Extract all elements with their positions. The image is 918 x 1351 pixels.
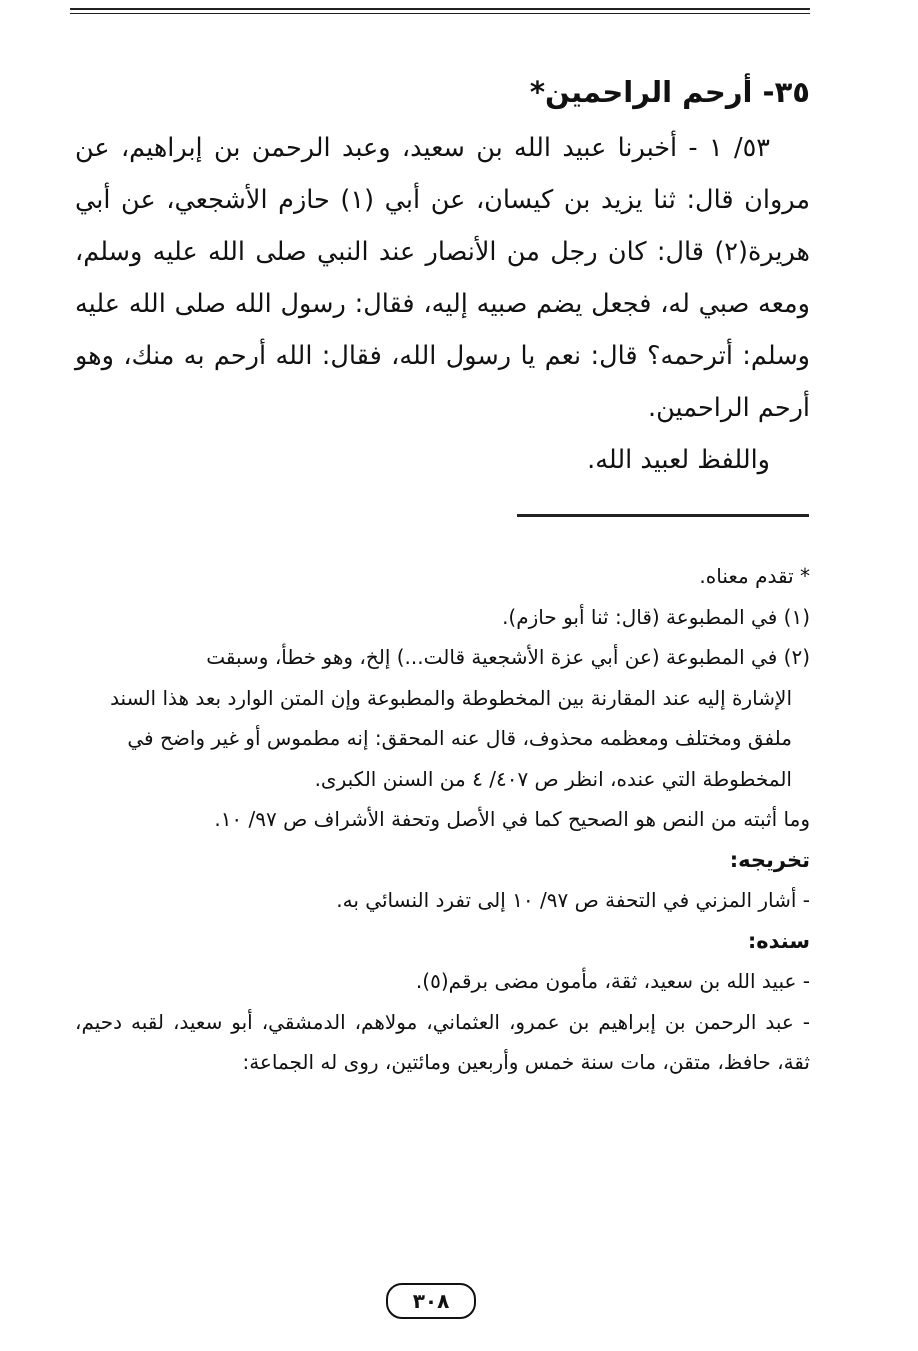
footnote-2-line-2: الإشارة إليه عند المقارنة بين المخطوطة والمطبوعة وإن المتن الوارد بعد هذا السند bbox=[110, 685, 792, 710]
sanad-item-1: - عبيد الله بن سعيد، ثقة، مأمون مضى برقم(٥). bbox=[415, 969, 810, 993]
hadith-paragraph: ٥٣/ ١ - أخبرنا عبيد الله بن سعيد، وعبد الرحمن بن إبراهيم، عن مروان قال: ثنا يزيد بن كيسان، عن أبي (١) حازم الأشجعي، عن أبي هريرة(٢) قال: كان رجل من الأنصار عند النبي صلى الله عليه وسلم، ومعه صبي له، فجعل يضم صبيه إليه، فقال: رسول الله صلى الله عليه وسلم: أترحمه؟ قال: نعم يا رسول الله، فقال: الله أرحم به منك، وهو أرحم الراحمين. bbox=[75, 133, 810, 423]
footnotes bbox=[75, 556, 810, 1083]
takhrij-heading: تخريجه: bbox=[729, 847, 810, 872]
sanad-heading: سنده: bbox=[747, 928, 810, 953]
main-text bbox=[75, 122, 810, 486]
sanad-item-2: - عبد الرحمن بن إبراهيم بن عمرو، العثماني، مولاهم، الدمشقي، أبو سعيد، لقبه دحيم، ثقة، حافظ، متقن، مات سنة خمس وأربعين ومائتين، روى له الجماعة: bbox=[75, 1009, 810, 1074]
footnote-2-line-3: ملفق ومختلف ومعظمه محذوف، قال عنه المحقق: إنه مطموس أو غير واضح في bbox=[127, 726, 792, 750]
footnote-2-line-1: (٢) في المطبوعة (عن أبي عزة الأشجعية قالت...) إلخ، وهو خطأ، وسبقت bbox=[206, 645, 810, 669]
page-number: ٣٠٨ bbox=[386, 1283, 476, 1319]
footnote-star: * تقدم معناه. bbox=[699, 564, 810, 588]
footnote-2-line-5: وما أثبته من النص هو الصحيح كما في الأصل وتحفة الأشراف ص ٩٧/ ١٠. bbox=[214, 807, 810, 831]
top-rule bbox=[70, 8, 810, 14]
footnote-divider bbox=[517, 514, 809, 517]
footnote-1: (١) في المطبوعة (قال: ثنا أبو حازم). bbox=[502, 604, 810, 629]
main-content bbox=[75, 70, 810, 486]
closing-note: واللفظ لعبيد الله. bbox=[587, 445, 770, 475]
takhrij-text: - أشار المزني في التحفة ص ٩٧/ ١٠ إلى تفرد النسائي به. bbox=[336, 888, 810, 912]
footnote-2-line-4: المخطوطة التي عنده، انظر ص ٤٠٧/ ٤ من السنن الكبرى. bbox=[314, 766, 792, 791]
chapter-title: ٣٥- أرحم الراحمين* bbox=[529, 75, 810, 109]
